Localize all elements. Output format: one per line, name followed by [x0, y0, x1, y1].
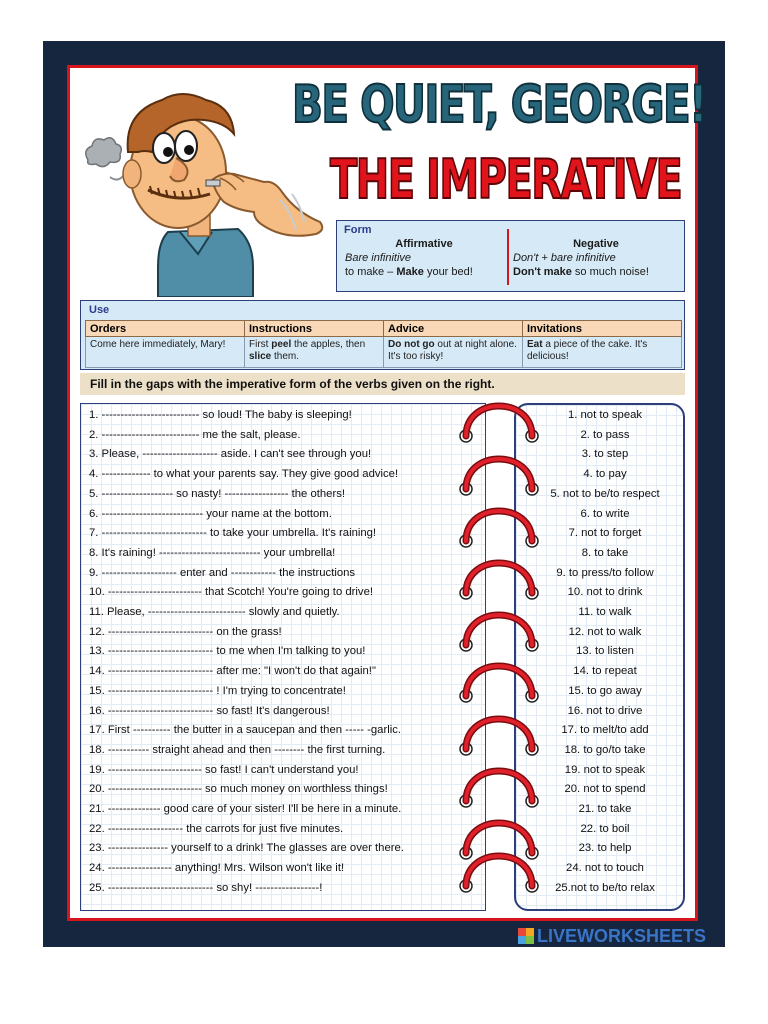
- verb-hint-20: 20. not to spend: [564, 783, 646, 796]
- notebook-rings: [450, 400, 550, 920]
- negative-example-post: so much noise!: [571, 266, 649, 278]
- title-be-quiet-george: BE QUIET, GEORGE!: [292, 75, 707, 135]
- advice-example: [384, 337, 523, 368]
- sentence-6: 6. --------------------------- your name at the bottom.: [89, 507, 332, 520]
- affirmative-example-pre: to make –: [345, 266, 397, 278]
- cartoon-boy-illustration: [80, 82, 325, 297]
- verb-hint-2: 2. to pass: [580, 428, 630, 441]
- sentence-12: 12. ---------------------------- on the grass!: [89, 625, 282, 638]
- affirmative-column: [345, 237, 503, 279]
- verb-hint-18: 18. to go/to take: [564, 743, 646, 756]
- negative-column: [513, 237, 679, 279]
- verb-hint-24: 24. not to touch: [566, 862, 644, 875]
- sentence-2: 2. -------------------------- me the salt, please.: [89, 428, 301, 441]
- verb-hint-12: 12. not to walk: [568, 625, 642, 638]
- ring-1: [460, 406, 538, 442]
- verb-hint-19: 19. not to speak: [564, 763, 646, 776]
- verb-hint-11: 11. to walk: [578, 606, 632, 618]
- verb-hint-9: 9. to press/to follow: [556, 566, 654, 579]
- header-instructions: Instructions: [245, 321, 384, 337]
- ring-8: [460, 771, 538, 807]
- verb-hint-17: 17. to melt/to add: [561, 724, 649, 737]
- sentence-18: 18. ----------- straight ahead and then -------- the first turning.: [89, 743, 386, 756]
- advice-text: out at night alone. It's too risky!: [388, 339, 517, 362]
- negative-example-verb: Don't make: [513, 266, 572, 278]
- ring-10: [460, 856, 538, 892]
- sentence-24: 24. ----------------- anything! Mrs. Wilson won't like it!: [89, 862, 345, 875]
- negative-rule: Don't + bare infinitive: [513, 252, 616, 264]
- header-orders: Orders: [86, 321, 245, 337]
- ring-2: [460, 459, 538, 495]
- ring-7: [460, 719, 538, 755]
- liveworksheets-logo: [518, 925, 706, 947]
- verb-hint-15: 15. to go away: [568, 684, 642, 697]
- sentence-13: 13. ---------------------------- to me when I'm talking to you!: [89, 645, 366, 658]
- verb-hint-5: 5. not to be/to respect: [550, 487, 660, 500]
- header-advice: Advice: [384, 321, 523, 337]
- invitations-example: [523, 337, 682, 368]
- liveworksheets-logo-icon: [518, 928, 534, 944]
- ring-3: [460, 511, 538, 547]
- sentence-15: 15. ---------------------------- ! I'm trying to concentrate!: [89, 684, 346, 697]
- advice-verb: Do not go: [388, 339, 435, 350]
- sentence-11: 11. Please, -------------------------- slowly and quietly.: [89, 606, 340, 618]
- sentence-20: 20. ------------------------- so much money on worthless things!: [89, 783, 388, 796]
- instructions-text-1: First: [249, 339, 272, 350]
- affirmative-example-post: your bed!: [423, 266, 473, 278]
- ring-6: [460, 666, 538, 702]
- header-invitations: Invitations: [523, 321, 682, 337]
- sentence-3: 3. Please, -------------------- aside. I can't see through you!: [89, 448, 372, 461]
- verb-hint-7: 7. not to forget: [568, 527, 642, 540]
- invitations-verb: Eat: [527, 339, 543, 350]
- verb-hint-16: 16. not to drive: [567, 704, 643, 717]
- verb-hint-21: 21. to take: [578, 803, 632, 815]
- sentence-21: 21. -------------- good care of your sister! I'll be here in a minute.: [89, 803, 402, 815]
- exercise-instruction: Fill in the gaps with the imperative form of the verbs given on the right.: [80, 373, 685, 395]
- orders-example: Come here immediately, Mary!: [86, 337, 245, 368]
- sentence-14: 14. ---------------------------- after me: "I won't do that again!": [89, 665, 376, 678]
- sentence-25: 25. ---------------------------- so shy! -----------------!: [89, 881, 323, 894]
- verb-hint-8: 8. to take: [581, 546, 629, 559]
- verb-hint-23: 23. to help: [578, 842, 632, 855]
- verb-hint-13: 13. to listen: [576, 645, 634, 658]
- verb-hint-4: 4. to pay: [583, 468, 627, 481]
- use-box: [80, 300, 685, 370]
- negative-example: [513, 265, 679, 279]
- instructions-verb-1: peel: [271, 339, 292, 350]
- sentence-10: 10. ------------------------- that Scotch! You're going to drive!: [89, 586, 373, 599]
- use-label: Use: [89, 304, 110, 316]
- invitations-text: a piece of the cake. It's delicious!: [527, 339, 648, 362]
- form-box: [336, 220, 685, 292]
- sentence-22: 22. -------------------- the carrots for just five minutes.: [89, 822, 344, 835]
- verb-hint-10: 10. not to drink: [567, 586, 643, 599]
- sentence-5: 5. ------------------- so nasty! ----------------- the others!: [89, 487, 345, 500]
- verb-hint-14: 14. to repeat: [573, 665, 637, 678]
- instructions-text-3: them.: [271, 351, 300, 362]
- ring-4: [460, 563, 538, 599]
- sentence-23: 23. ---------------- yourself to a drink! The glasses are over there.: [89, 842, 404, 855]
- form-label: Form: [344, 224, 372, 236]
- instructions-text-2: the apples, then: [291, 339, 366, 350]
- verb-hint-22: 22. to boil: [580, 822, 630, 835]
- verb-hint-6: 6. to write: [580, 507, 630, 520]
- verb-hint-1: 1. not to speak: [567, 409, 643, 421]
- affirmative-example-verb: Make: [396, 266, 424, 278]
- sentence-9: 9. -------------------- enter and ------------ the instructions: [89, 566, 356, 579]
- title-the-imperative: THE IMPERATIVE: [330, 148, 682, 211]
- sentence-1: 1. -------------------------- so loud! The baby is sleeping!: [89, 409, 352, 421]
- negative-heading: Negative: [573, 238, 619, 250]
- form-divider: [507, 229, 509, 285]
- liveworksheets-logo-text: LIVEWORKSHEETS: [537, 925, 707, 946]
- ring-5: [460, 615, 538, 651]
- sentence-19: 19. ------------------------- so fast! I can't understand you!: [89, 763, 359, 776]
- sentence-8: 8. It's raining! --------------------------- your umbrella!: [89, 546, 336, 559]
- instructions-verb-2: slice: [249, 351, 272, 362]
- instructions-example: [245, 337, 384, 368]
- sentence-16: 16. ---------------------------- so fast! It's dangerous!: [89, 704, 330, 717]
- use-table: [85, 320, 682, 368]
- sentence-17: 17. First ---------- the butter in a saucepan and then ----- -garlic.: [89, 724, 402, 737]
- affirmative-heading: Affirmative: [395, 238, 453, 250]
- verb-hint-3: 3. to step: [581, 448, 629, 461]
- sentence-4: 4. ------------- to what your parents say. They give good advice!: [89, 468, 399, 481]
- affirmative-rule: Bare infinitive: [345, 252, 412, 264]
- affirmative-example: [345, 265, 503, 279]
- verb-hint-25: 25.not to be/to relax: [555, 881, 655, 894]
- sentence-7: 7. ---------------------------- to take your umbrella. It's raining!: [89, 527, 377, 540]
